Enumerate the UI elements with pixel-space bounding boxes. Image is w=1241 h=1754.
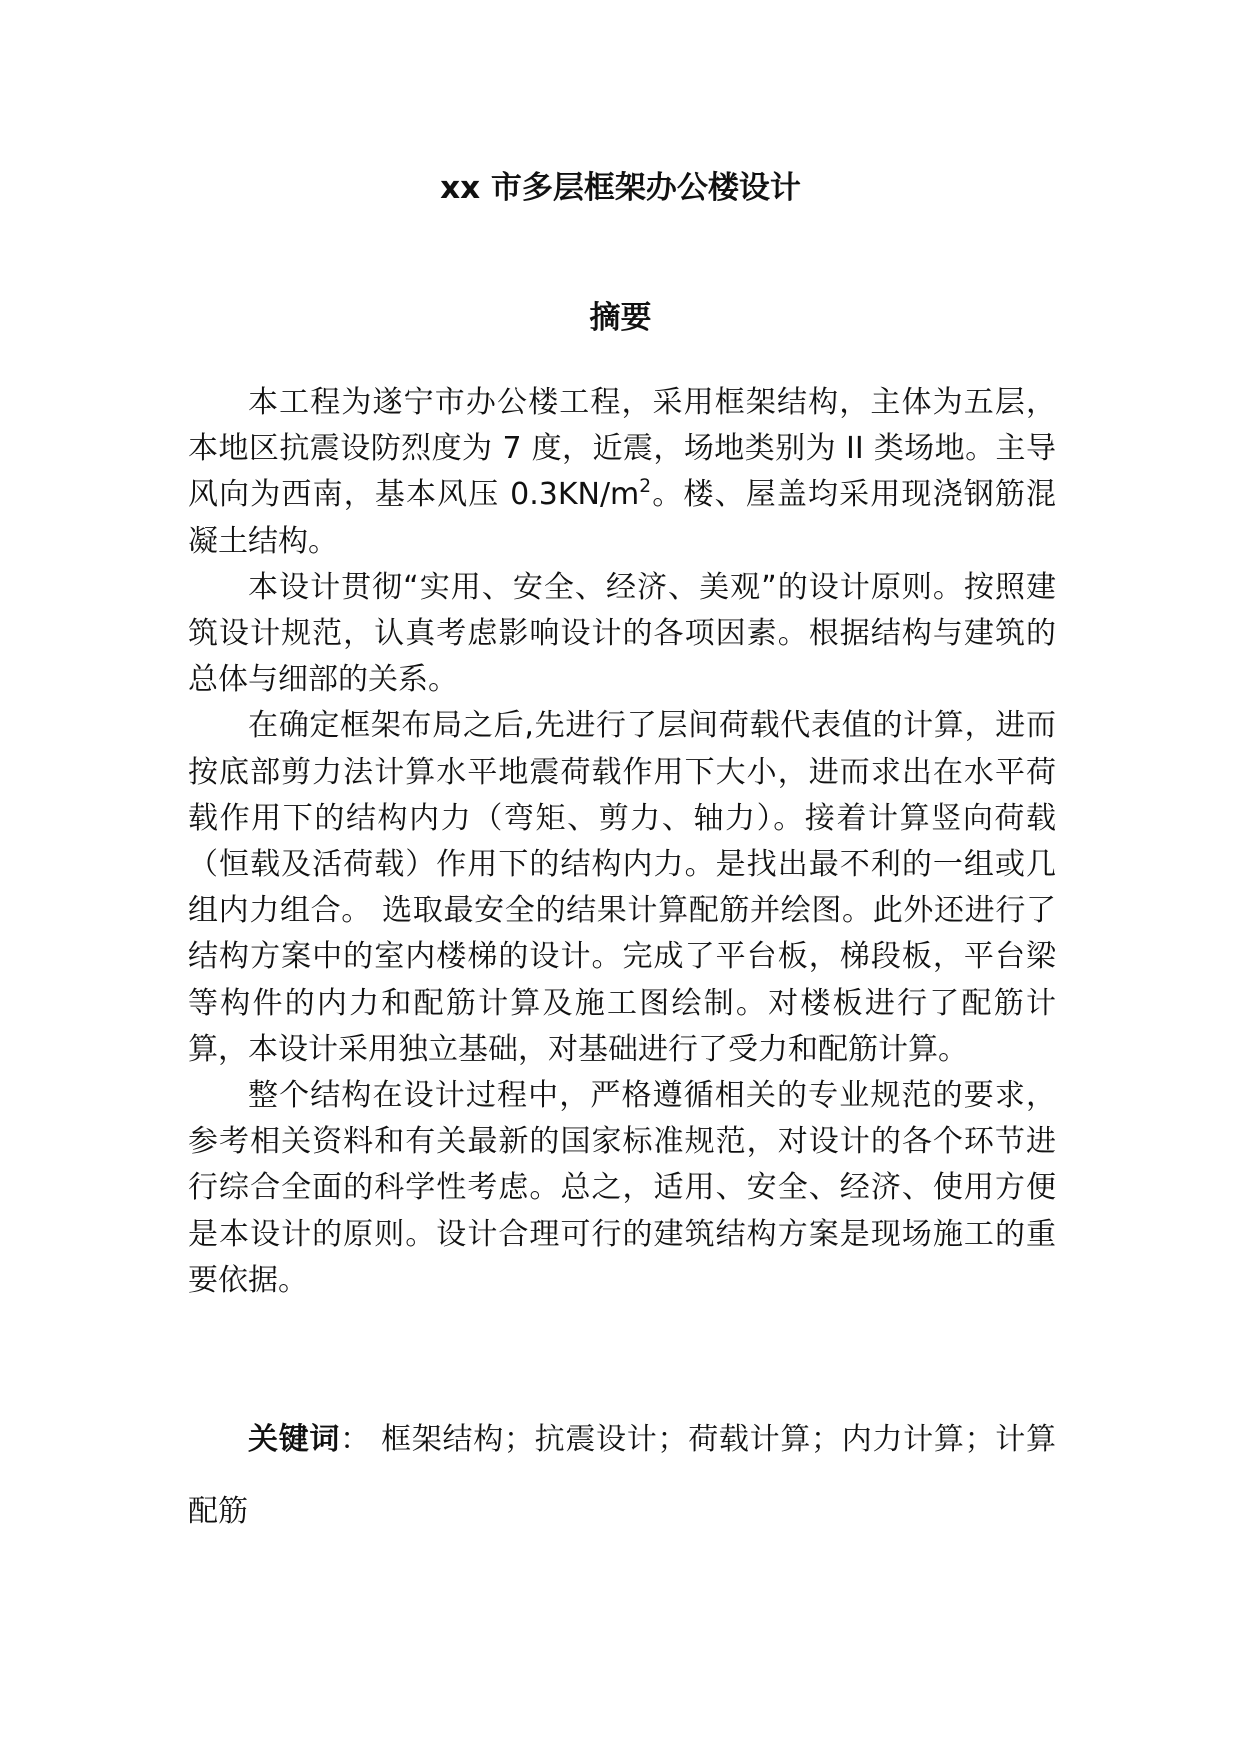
paragraph-1-text-a: 本工程为遂宁市办公楼工程，采用框架结构，主体为五层，本地区抗震设防烈度为 7 度，近震，场地类别为 II 类场地。主导风向为西南，基本风压 0.3KN/m bbox=[188, 385, 1056, 513]
paragraph-1-text-b: 。楼、屋盖均采用现浇钢筋混凝土结构。 bbox=[188, 477, 1056, 559]
abstract-paragraph-2: 本设计贯彻“实用、安全、经济、美观”的设计原则。按照建筑设计规范，认真考虑影响设计的各项因素。根据结构与建筑的总体与细部的关系。 bbox=[188, 569, 1056, 698]
abstract-paragraph-1 bbox=[188, 380, 1056, 565]
abstract-paragraph-3: 在确定框架布局之后,先进行了层间荷载代表值的计算，进而按底部剪力法计算水平地震荷载作用下大小，进而求出在水平荷载作用下的结构内力（弯矩、剪力、轴力）。接着计算竖向荷载（恒载及活荷载）作用下的结构内力。是找出最不利的一组或几组内力组合。 选取最安全的结果计算配筋并绘图。此外还进行了结构方案中的室内楼梯的设计。完成了平台板，梯段板，平台梁等构件的内力和配筋计算及施工图绘制。对楼板进行了配筋计算，本设计采用独立基础，对基础进行了受力和配筋计算。 bbox=[188, 708, 1056, 1067]
keywords-separator: ： bbox=[340, 1422, 371, 1457]
document-title: xx 市多层框架办公楼设计 bbox=[440, 170, 801, 206]
abstract-paragraph-4: 整个结构在设计过程中，严格遵循相关的专业规范的要求，参考相关资料和有关最新的国家标准规范，对设计的各个环节进行综合全面的科学性考虑。总之，适用、安全、经济、使用方便是本设计的原则。设计合理可行的建筑结构方案是现场施工的重要依据。 bbox=[188, 1078, 1056, 1298]
superscript-2: 2 bbox=[639, 475, 652, 497]
abstract-body bbox=[188, 380, 1056, 1304]
abstract-heading: 摘要 bbox=[589, 300, 652, 336]
keywords-label: 关键词 bbox=[248, 1422, 341, 1457]
keywords-text: 框架结构；抗震设计；荷载计算；内力计算；计算配筋 bbox=[188, 1422, 1057, 1529]
keywords-line bbox=[188, 1404, 1056, 1548]
